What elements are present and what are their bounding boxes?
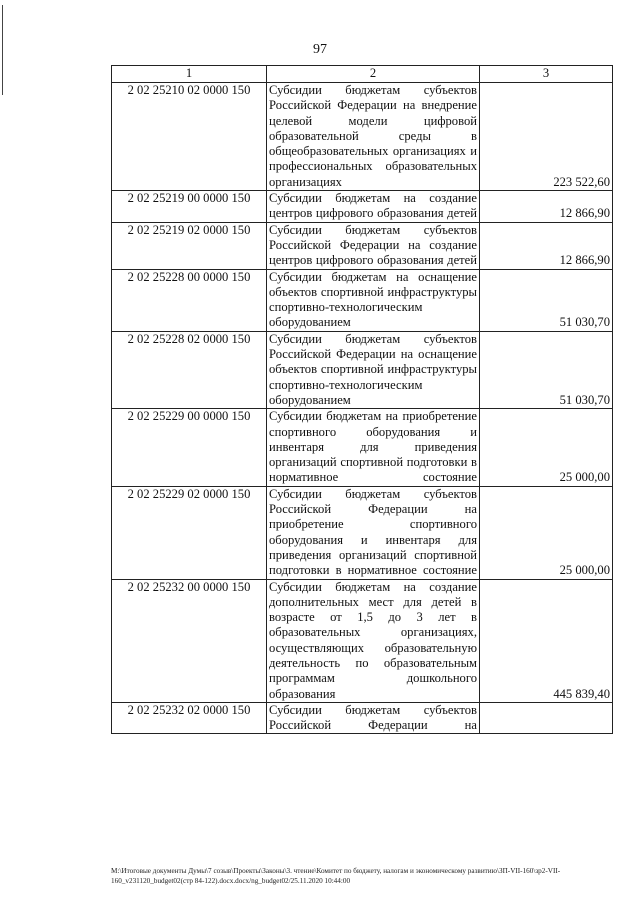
column-header: 1 <box>112 66 267 83</box>
table-row <box>112 409 613 486</box>
row-amount: 25 000,00 <box>480 486 613 579</box>
row-description: Субсидии бюджетам субъектов Российской Федерации на создание центров цифрового образования детей <box>267 222 480 269</box>
row-amount: 12 866,90 <box>480 191 613 223</box>
row-code: 2 02 25232 02 0000 150 <box>112 702 267 734</box>
row-code: 2 02 25232 00 0000 150 <box>112 579 267 702</box>
row-amount: 25 000,00 <box>480 409 613 486</box>
page-number: 97 <box>313 42 327 57</box>
table-row <box>112 702 613 734</box>
table-header-row <box>112 66 613 83</box>
table-row <box>112 486 613 579</box>
table-row <box>112 222 613 269</box>
table-row <box>112 83 613 191</box>
row-amount <box>480 702 613 734</box>
row-description: Субсидии бюджетам субъектов Российской Федерации на внедрение целевой модели цифровой образовательной среды в общеобразовательных организациях и профессиональных образовательных организациях <box>267 83 480 191</box>
row-amount: 445 839,40 <box>480 579 613 702</box>
column-header: 2 <box>267 66 480 83</box>
row-description: Субсидии бюджетам на приобретение спортивного оборудования и инвентаря для приведения организаций спортивной подготовки в нормативное состояние <box>267 409 480 486</box>
row-amount: 51 030,70 <box>480 269 613 331</box>
row-code: 2 02 25228 02 0000 150 <box>112 331 267 408</box>
table-row <box>112 269 613 331</box>
table-row <box>112 191 613 223</box>
budget-table <box>111 65 613 734</box>
row-amount: 51 030,70 <box>480 331 613 408</box>
row-code: 2 02 25229 02 0000 150 <box>112 486 267 579</box>
file-path-footer: M:\Итоговые документы Думы\7 созыв\Проекты\Законы\3. чтение\Комитет по бюджету, налогам и экономическому развитию\ЗП-VII-160\зр2-VII-160_v231120_budget02(стр 84-122).docx.docx/ng_budget02/25.11.2020 10:44:00 <box>111 867 561 885</box>
row-amount: 223 522,60 <box>480 83 613 191</box>
row-description: Субсидии бюджетам на оснащение объектов спортивной инфраструктуры спортивно-технологическим оборудованием <box>267 269 480 331</box>
row-description: Субсидии бюджетам субъектов Российской Федерации на <box>267 702 480 734</box>
table-row <box>112 331 613 408</box>
row-code: 2 02 25219 00 0000 150 <box>112 191 267 223</box>
row-amount: 12 866,90 <box>480 222 613 269</box>
row-code: 2 02 25229 00 0000 150 <box>112 409 267 486</box>
table-row <box>112 579 613 702</box>
row-description: Субсидии бюджетам на создание дополнительных мест для детей в возрасте от 1,5 до 3 лет в образовательных организациях, осуществляющих образовательную деятельность по образовательным программам дошкольного образования <box>267 579 480 702</box>
row-code: 2 02 25210 02 0000 150 <box>112 83 267 191</box>
row-description: Субсидии бюджетам на создание центров цифрового образования детей <box>267 191 480 223</box>
row-description: Субсидии бюджетам субъектов Российской Федерации на приобретение спортивного оборудования и инвентаря для приведения организаций спортивной подготовки в нормативное состояние <box>267 486 480 579</box>
row-code: 2 02 25228 00 0000 150 <box>112 269 267 331</box>
row-description: Субсидии бюджетам субъектов Российской Федерации на оснащение объектов спортивной инфраструктуры спортивно-технологическим оборудованием <box>267 331 480 408</box>
row-code: 2 02 25219 02 0000 150 <box>112 222 267 269</box>
column-header: 3 <box>480 66 613 83</box>
